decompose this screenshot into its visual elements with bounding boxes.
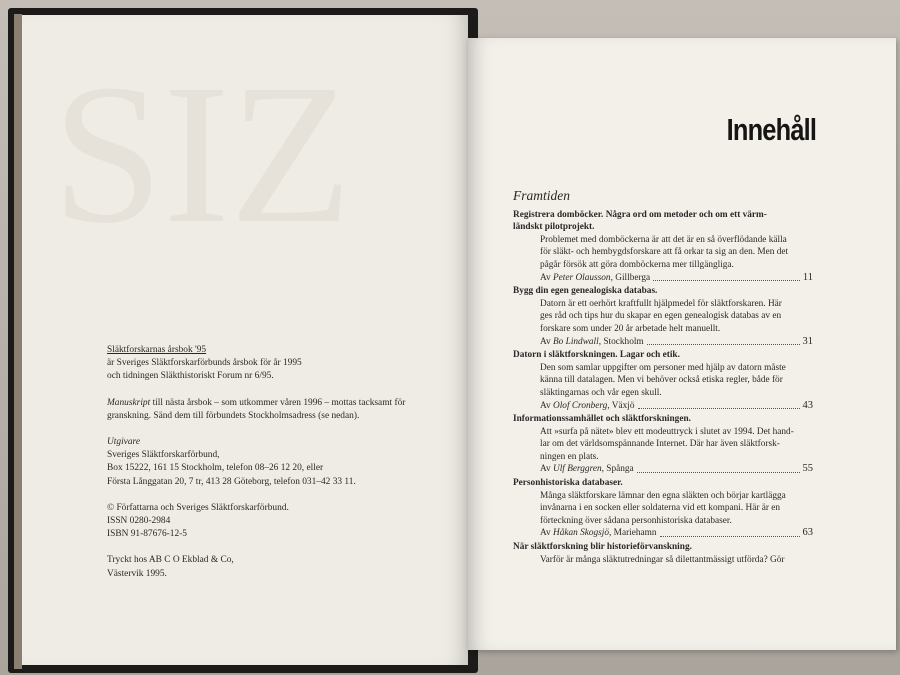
book-title: Släktforskarnas årsbok '95 [107,345,207,355]
toc-entry-title: När släktforskning blir historieförvanskning. [513,542,692,553]
leader-dots [647,336,800,346]
toc-entry [513,285,813,348]
toc-entry-title: Bygg din egen genealogiska databas. [513,286,658,297]
author-place: , Växjö [607,400,635,411]
imprint-line: och tidningen Släkthistoriskt Forum nr 6/95. [107,371,274,382]
leader-dots [660,527,800,537]
page-number: 43 [802,399,813,411]
author-name: Olof Cronberg [553,400,608,411]
toc-entry-author-line [513,400,813,413]
publisher-name: Sveriges Släktforskarförbund, [107,450,220,461]
toc-entry-author-line [513,272,813,285]
toc-entry-author-line [513,527,813,540]
author-name: Bo Lindwall [553,336,599,347]
toc-entry [513,349,813,412]
author-name: Håkan Skogsjö [553,528,610,539]
page-number: 31 [802,335,813,347]
toc-entry-summary: forskare som under 20 år arbetade helt manuellt. [540,323,721,334]
toc-entry-summary: pågår försök att göra domböckerna mer tillgängliga. [540,259,734,270]
author-name: Peter Olausson [553,272,611,283]
imprint-line: är Sveriges Släktforskarförbunds årsbok för år 1995 [107,358,302,369]
publisher-label: Utgivare [107,437,140,448]
toc-entry-title: Datorn i släktforskningen. Lagar och etik. [513,350,680,361]
publisher-address: Box 15222, 161 15 Stockholm, telefon 08–26 12 20, eller [107,463,324,474]
author-prefix: Av [540,272,553,283]
page-number: 55 [802,463,813,475]
copyright: © Författarna och Sveriges Släktforskarförbund. [107,502,289,513]
toc-entry-summary: känna till datalagen. Men vi behöver också etiska regler, både för [540,375,783,386]
leader-dots [638,400,800,410]
toc-entry-summary: för släkt- och hembygdsforskare att få orkar ta sig an den. Men det [540,247,789,258]
toc-entry-title: Informationssamhället och släktforskningen. [513,414,691,425]
toc-entry-summary: Datorn är ett oerhört kraftfullt hjälpmedel för släktforskaren. Här [540,298,782,309]
toc-entry [513,477,813,540]
author-prefix: Av [540,336,553,347]
toc-entry-summary: lar om det världsomspännande Internet. Där har även släktforsk- [540,439,780,450]
show-through-lettering: SIZ [52,44,352,265]
page-number: 63 [802,527,813,539]
toc-entry-summary: Att »surfa på nätet» blev ett modeuttryck i slutet av 1994. Det hand- [540,426,794,437]
author-place: , Mariehamn [609,528,657,539]
toc-entry-author-line [513,463,813,476]
toc-entry-summary: ningen en plats. [540,451,599,462]
leader-dots [653,272,800,282]
printer: Västervik 1995. [107,568,167,579]
toc-entry-summary: invånarna i en socken eller soldaterna vid ett kompani. Här är en [540,503,781,514]
toc-entry-title: Personhistoriska databaser. [513,478,623,489]
publisher-address: Första Långgatan 20, 7 tr, 413 28 Göteborg, telefon 031–42 33 11. [107,476,356,487]
author-place: , Stockholm [598,336,644,347]
book-spine-edge [14,14,22,669]
toc-title: Innehåll [726,112,816,147]
toc-entry-author-line [513,336,813,349]
toc-entry [513,209,813,285]
printer: Tryckt hos AB C O Ekblad & Co, [107,555,234,566]
isbn: ISBN 91-87676-12-5 [107,529,187,540]
author-prefix: Av [540,400,553,411]
issn: ISSN 0280-2984 [107,516,171,527]
author-place: , Spånga [601,464,634,475]
author-place: , Gillberga [610,272,651,283]
toc-entry [513,541,813,566]
toc-entry-title: ländskt pilotprojekt. [513,222,595,233]
toc-entry-summary: förteckning över sådana personhistoriska databaser. [540,515,732,526]
author-name: Ulf Berggren [553,464,602,475]
toc-entry-title: Registrera domböcker. Några ord om metoder och om ett värm- [513,209,767,220]
toc-entry-summary: släktingarnas och vår egen skull. [540,387,662,398]
toc-entry-summary: Den som samlar uppgifter om personer med hjälp av datorn måste [540,362,786,373]
toc-entry-summary: Problemet med domböckerna är att det är en så överflödande källa [540,234,787,245]
toc-entry [513,413,813,476]
toc-entry-summary: ges råd och tips hur du skapar en egen genealogisk databas av en [540,311,782,322]
author-prefix: Av [540,528,553,539]
table-of-contents [513,190,813,567]
toc-entries [513,209,813,567]
imprint-block [107,344,457,581]
leader-dots [637,463,800,473]
manuscript-note-line: granskning. Sänd dem till förbundets Stockholmsadress (se nedan). [107,410,360,421]
page-number: 11 [802,271,813,283]
author-prefix: Av [540,464,553,475]
toc-entry-summary: Många släktforskare lämnar den egna släkten och börjar kartlägga [540,490,786,501]
section-heading: Framtiden [513,188,570,203]
toc-entry-summary: Varför är många släktutredningar så dilettantmässigt utförda? Gör [540,554,785,565]
manuscript-note: Manuskript till nästa årsbok – som utkommer våren 1996 – mottas tacksamt för [107,397,406,408]
